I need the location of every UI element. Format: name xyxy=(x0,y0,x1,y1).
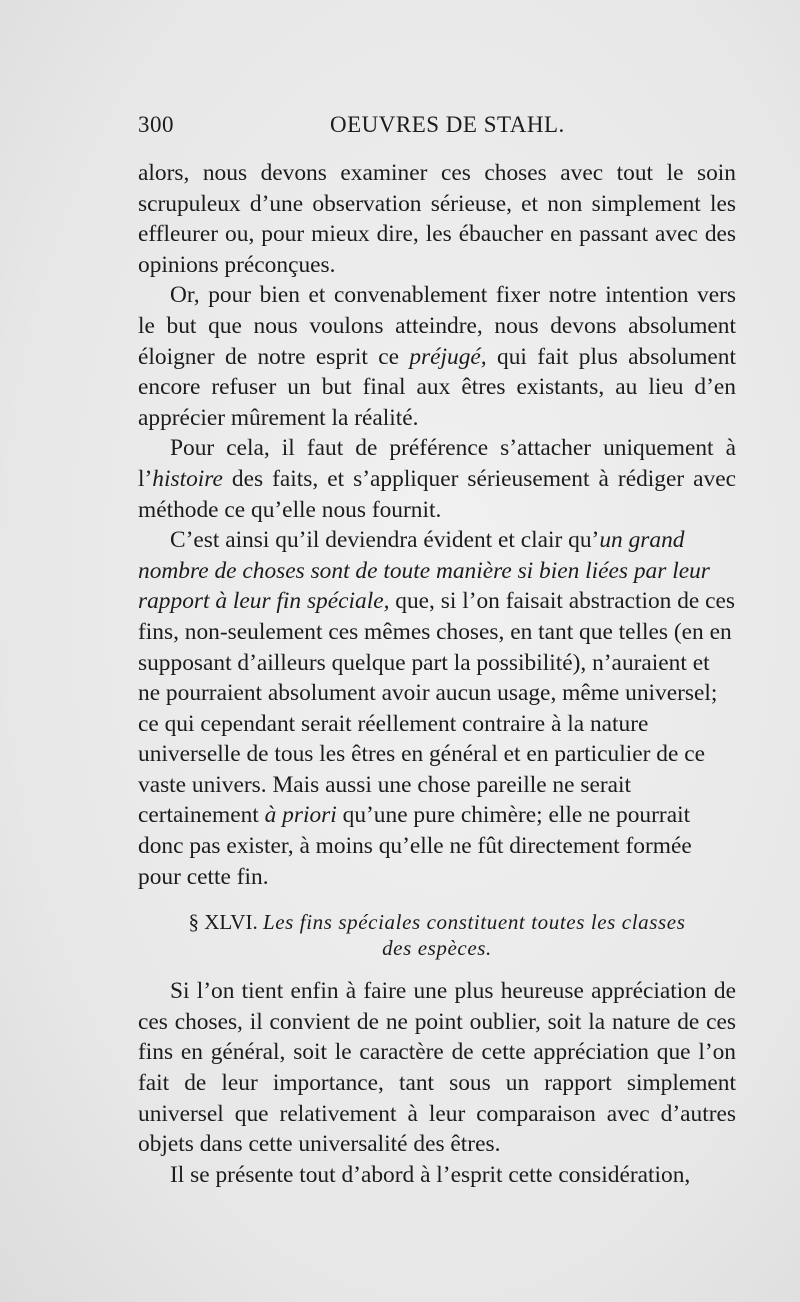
italic-term: à priori xyxy=(264,802,337,829)
paragraph-3: Pour cela, il faut de préférence s’attacher uniquement à l’histoire des faits, et s’appliquer sérieusement à rédiger avec méthode ce qu’elle nous fournit. xyxy=(138,435,736,523)
section-heading xyxy=(138,909,736,961)
section-number: § XLVI. xyxy=(188,910,258,935)
section-title-line-1: Les fins spéciales constituent toutes les classes xyxy=(262,910,686,935)
running-header xyxy=(138,112,738,152)
section-title-line-2: des espèces. xyxy=(382,936,492,961)
italic-term: histoire xyxy=(152,465,223,492)
paragraph-2: Or, pour bien et convenablement fixer notre intention vers le but que nous voulons atteindre, nous devons absolument éloigner de notre esprit ce préjugé, qui fait plus absolument encore refuser un but final aux êtres existants, au lieu d’en apprécier mûrement la réalité. xyxy=(138,282,737,431)
paragraph-6: Il se présente tout d’abord à l’esprit cette considération, xyxy=(170,1161,691,1188)
paragraph-1: alors, nous devons examiner ces choses avec tout le soin scrupuleux d’une observation sérieuse, et non simplement les effleurer ou, pour mieux dire, les ébaucher en passant avec des opinions préconçues. xyxy=(138,160,736,278)
page-number: 300 xyxy=(138,112,174,137)
italic-term: préjugé, xyxy=(409,343,487,370)
body-text xyxy=(138,158,736,1190)
paragraph-5: Si l’on tient enfin à faire une plus heureuse appréciation de ces choses, il convient de ne point oublier, soit la nature de ces fins en général, soit le caractère de cette appréciation que l’on fait de leur importance, tant sous un rapport simplement universel que relativement à leur comparaison avec d’autres objets dans cette universalité des êtres. xyxy=(138,978,736,1158)
paragraph-4: C’est ainsi qu’il deviendra évident et clair qu’un grand nombre de choses sont de toute manière si bien liées par leur rapport à leur fin spéciale, que, si l’on faisait abstraction de ces fins, non-seulement ces mêmes choses, en tant que telles (en en supposant d’ailleurs quelque part la possibilité), n’auraient et ne pourraient absolument avoir aucun usage, même universel; ce qui cependant serait réellement contraire à la nature universelle de tous les êtres en général et en particulier de ce vaste univers. Mais aussi une chose pareille ne serait certainement à priori qu’une pure chimère; elle ne pourrait donc pas exister, à moins qu’elle ne fût directement formée pour cette fin. xyxy=(138,527,735,890)
running-title: OEUVRES DE STAHL. xyxy=(330,112,565,137)
italic-phrase: un grand nombre de choses sont de toute manière si bien liées par leur rapport à leur fin spéciale, xyxy=(138,527,710,615)
